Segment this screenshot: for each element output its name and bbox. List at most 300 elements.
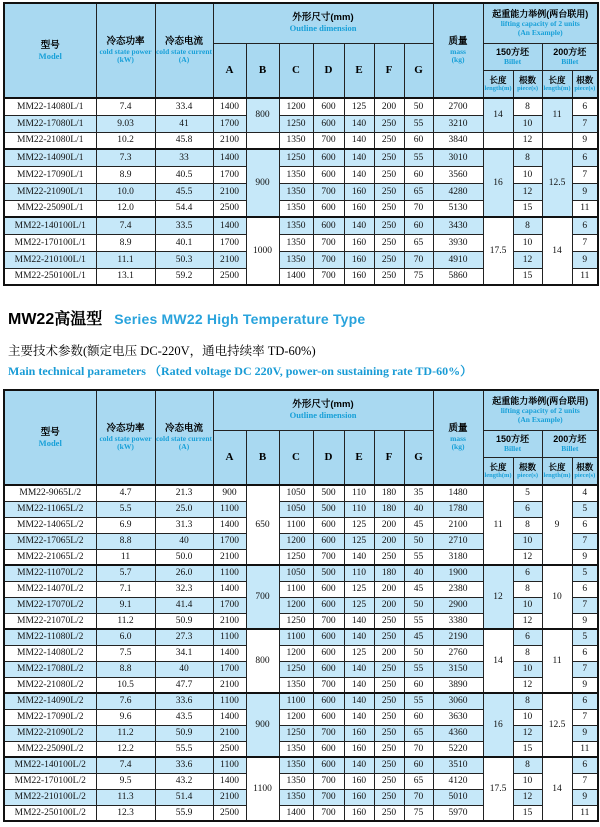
- model-cell: MM22-21080L/2: [4, 677, 96, 693]
- pieces-150-cell: 8: [513, 98, 542, 115]
- dim-f-cell: 250: [374, 166, 404, 183]
- dim-d-cell: 700: [313, 549, 344, 565]
- dim-c-cell: 1350: [279, 166, 313, 183]
- pieces-200-cell: 5: [572, 501, 598, 517]
- length-150-cell: 17.5: [483, 757, 513, 821]
- pieces-150-cell: 12: [513, 725, 542, 741]
- header-pieces-200: 根数 piece(s): [572, 70, 598, 98]
- power-cell: 8.9: [96, 166, 155, 183]
- header-pieces-200: 根数 piece(s): [572, 457, 598, 485]
- power-cell: 4.7: [96, 485, 155, 501]
- mass-cell: 2700: [433, 98, 483, 115]
- mass-cell: 4360: [433, 725, 483, 741]
- dim-c-cell: 1200: [279, 597, 313, 613]
- mass-cell: 5860: [433, 268, 483, 285]
- dim-c-cell: 1350: [279, 773, 313, 789]
- current-cell: 55.9: [155, 805, 213, 821]
- model-cell: MM22-21065L/2: [4, 549, 96, 565]
- current-cell: 33: [155, 149, 213, 166]
- dim-c-cell: 1250: [279, 549, 313, 565]
- mass-cell: 4280: [433, 183, 483, 200]
- dim-a-cell: 2100: [213, 613, 246, 629]
- header-length-200: 长度 length(m): [542, 70, 572, 98]
- pieces-200-cell: 6: [572, 645, 598, 661]
- length-200-cell: 12.5: [542, 693, 572, 757]
- model-cell: MM22-21070L/2: [4, 613, 96, 629]
- model-cell: MM22-17070L/2: [4, 597, 96, 613]
- pieces-200-cell: 9: [572, 677, 598, 693]
- length-150-cell: [483, 132, 513, 149]
- pieces-200-cell: 9: [572, 251, 598, 268]
- model-cell: MM22-210100L/2: [4, 789, 96, 805]
- header-dim-e: E: [344, 430, 374, 485]
- dim-g-cell: 75: [404, 805, 433, 821]
- dim-b-cell: 800: [246, 629, 279, 693]
- power-cell: 9.03: [96, 115, 155, 132]
- pieces-200-cell: 7: [572, 234, 598, 251]
- header-model: 型号 Model: [4, 390, 96, 485]
- dim-d-cell: 600: [313, 98, 344, 115]
- dim-g-cell: 60: [404, 217, 433, 234]
- dim-g-cell: 55: [404, 549, 433, 565]
- header-dim-f: F: [374, 43, 404, 98]
- spec-table-mw22-l1: [3, 2, 599, 286]
- pieces-150-cell: 10: [513, 234, 542, 251]
- dim-a-cell: 1100: [213, 501, 246, 517]
- pieces-200-cell: 6: [572, 217, 598, 234]
- dim-f-cell: 250: [374, 613, 404, 629]
- dim-b-cell: 800: [246, 98, 279, 132]
- dim-b-cell: 1000: [246, 217, 279, 285]
- header-pieces-150: 根数 piece(s): [513, 457, 542, 485]
- dim-f-cell: 250: [374, 677, 404, 693]
- dim-c-cell: 1250: [279, 613, 313, 629]
- dim-d-cell: 600: [313, 581, 344, 597]
- mass-cell: 2760: [433, 645, 483, 661]
- model-cell: MM22-140100L/1: [4, 217, 96, 234]
- dim-f-cell: 200: [374, 98, 404, 115]
- power-cell: 7.4: [96, 217, 155, 234]
- mass-cell: 2710: [433, 533, 483, 549]
- dim-e-cell: 110: [344, 565, 374, 581]
- dim-c-cell: 1200: [279, 533, 313, 549]
- pieces-200-cell: 7: [572, 533, 598, 549]
- dim-g-cell: 50: [404, 597, 433, 613]
- dim-e-cell: 160: [344, 183, 374, 200]
- table-row: [4, 132, 598, 149]
- current-cell: 31.3: [155, 517, 213, 533]
- dim-f-cell: 250: [374, 268, 404, 285]
- current-cell: 21.3: [155, 485, 213, 501]
- dim-c-cell: 1100: [279, 581, 313, 597]
- dim-c-cell: 1100: [279, 517, 313, 533]
- pieces-200-cell: 7: [572, 115, 598, 132]
- power-cell: 11: [96, 549, 155, 565]
- length-200-cell: 11: [542, 629, 572, 693]
- dim-d-cell: 700: [313, 234, 344, 251]
- dim-a-cell: 2500: [213, 200, 246, 217]
- dim-f-cell: 250: [374, 549, 404, 565]
- dim-d-cell: 600: [313, 741, 344, 757]
- table-row: [4, 757, 598, 773]
- dim-g-cell: 65: [404, 773, 433, 789]
- mass-cell: 3430: [433, 217, 483, 234]
- model-cell: MM22-140100L/2: [4, 757, 96, 773]
- model-cell: MM22-25090L/1: [4, 200, 96, 217]
- model-cell: MM22-21090L/2: [4, 725, 96, 741]
- dim-g-cell: 70: [404, 741, 433, 757]
- dim-g-cell: 70: [404, 251, 433, 268]
- dim-g-cell: 45: [404, 629, 433, 645]
- dim-e-cell: 160: [344, 268, 374, 285]
- dim-c-cell: 1100: [279, 629, 313, 645]
- model-cell: MM22-210100L/1: [4, 251, 96, 268]
- power-cell: 9.6: [96, 709, 155, 725]
- dim-a-cell: 1400: [213, 149, 246, 166]
- dim-g-cell: 70: [404, 789, 433, 805]
- dim-g-cell: 60: [404, 677, 433, 693]
- pieces-150-cell: 12: [513, 677, 542, 693]
- current-cell: 59.2: [155, 268, 213, 285]
- table-row: [4, 565, 598, 581]
- dim-b-cell: [246, 132, 279, 149]
- dim-d-cell: 600: [313, 629, 344, 645]
- dim-f-cell: 250: [374, 132, 404, 149]
- dim-e-cell: 110: [344, 485, 374, 501]
- model-cell: MM22-21080L/1: [4, 132, 96, 149]
- pieces-150-cell: 8: [513, 645, 542, 661]
- table-row: [4, 217, 598, 234]
- header-dim-g: G: [404, 430, 433, 485]
- length-150-cell: 17.5: [483, 217, 513, 285]
- dim-d-cell: 700: [313, 805, 344, 821]
- dim-d-cell: 600: [313, 115, 344, 132]
- dim-g-cell: 55: [404, 149, 433, 166]
- dim-f-cell: 180: [374, 565, 404, 581]
- current-cell: 50.9: [155, 725, 213, 741]
- current-cell: 50.3: [155, 251, 213, 268]
- dim-g-cell: 55: [404, 693, 433, 709]
- current-cell: 50.0: [155, 549, 213, 565]
- mass-cell: 3930: [433, 234, 483, 251]
- pieces-200-cell: 6: [572, 149, 598, 166]
- model-cell: MM22-250100L/1: [4, 268, 96, 285]
- dim-a-cell: 2100: [213, 251, 246, 268]
- dim-d-cell: 700: [313, 613, 344, 629]
- dim-e-cell: 140: [344, 629, 374, 645]
- power-cell: 7.1: [96, 581, 155, 597]
- dim-c-cell: 1350: [279, 234, 313, 251]
- dim-d-cell: 600: [313, 709, 344, 725]
- header-dim-e: E: [344, 43, 374, 98]
- dim-c-cell: 1250: [279, 149, 313, 166]
- dim-d-cell: 600: [313, 661, 344, 677]
- dim-a-cell: 1400: [213, 645, 246, 661]
- dim-c-cell: 1250: [279, 661, 313, 677]
- dim-a-cell: 2100: [213, 789, 246, 805]
- pieces-150-cell: 8: [513, 217, 542, 234]
- dim-e-cell: 140: [344, 166, 374, 183]
- current-cell: 40.5: [155, 166, 213, 183]
- dim-e-cell: 125: [344, 517, 374, 533]
- header-mass: 质量 mass (kg): [433, 390, 483, 485]
- dim-c-cell: 1350: [279, 677, 313, 693]
- dim-d-cell: 500: [313, 485, 344, 501]
- dim-a-cell: 1100: [213, 565, 246, 581]
- length-150-cell: 16: [483, 149, 513, 217]
- dim-e-cell: 140: [344, 757, 374, 773]
- header-cold-current: 冷态电流 cold state current (A): [155, 390, 213, 485]
- mass-cell: 3150: [433, 661, 483, 677]
- dim-e-cell: 160: [344, 251, 374, 268]
- pieces-150-cell: 10: [513, 661, 542, 677]
- power-cell: 10.0: [96, 183, 155, 200]
- dim-g-cell: 40: [404, 501, 433, 517]
- mass-cell: 4120: [433, 773, 483, 789]
- mass-cell: 5130: [433, 200, 483, 217]
- dim-c-cell: 1350: [279, 789, 313, 805]
- dim-f-cell: 250: [374, 183, 404, 200]
- mass-cell: 3630: [433, 709, 483, 725]
- power-cell: 11.3: [96, 789, 155, 805]
- dim-a-cell: 1400: [213, 217, 246, 234]
- header-lifting-capacity: 起重能力举例(两台联用) lifting capacity of 2 units (An Example): [483, 3, 598, 43]
- pieces-150-cell: 12: [513, 549, 542, 565]
- pieces-200-cell: 7: [572, 166, 598, 183]
- dim-e-cell: 125: [344, 533, 374, 549]
- dim-f-cell: 250: [374, 693, 404, 709]
- dim-g-cell: 45: [404, 517, 433, 533]
- power-cell: 12.0: [96, 200, 155, 217]
- dim-c-cell: 1350: [279, 132, 313, 149]
- dim-d-cell: 600: [313, 517, 344, 533]
- pieces-200-cell: 11: [572, 805, 598, 821]
- dim-f-cell: 250: [374, 115, 404, 132]
- dim-e-cell: 160: [344, 741, 374, 757]
- mass-cell: 5220: [433, 741, 483, 757]
- dim-e-cell: 140: [344, 677, 374, 693]
- pieces-150-cell: 12: [513, 613, 542, 629]
- mass-cell: 3890: [433, 677, 483, 693]
- pieces-150-cell: 10: [513, 166, 542, 183]
- length-150-cell: 11: [483, 485, 513, 565]
- header-dim-c: C: [279, 430, 313, 485]
- dim-d-cell: 700: [313, 789, 344, 805]
- current-cell: 33.6: [155, 693, 213, 709]
- pieces-150-cell: 6: [513, 501, 542, 517]
- dim-f-cell: 250: [374, 234, 404, 251]
- dim-e-cell: 160: [344, 805, 374, 821]
- dim-c-cell: 1050: [279, 485, 313, 501]
- dim-a-cell: 1700: [213, 533, 246, 549]
- power-cell: 7.6: [96, 693, 155, 709]
- mass-cell: 3210: [433, 115, 483, 132]
- pieces-200-cell: 7: [572, 597, 598, 613]
- dim-d-cell: 600: [313, 166, 344, 183]
- dim-g-cell: 60: [404, 166, 433, 183]
- dim-g-cell: 50: [404, 533, 433, 549]
- pieces-200-cell: 9: [572, 549, 598, 565]
- power-cell: 12.3: [96, 805, 155, 821]
- length-200-cell: 11: [542, 98, 572, 132]
- header-dim-g: G: [404, 43, 433, 98]
- dim-e-cell: 140: [344, 217, 374, 234]
- dim-c-cell: 1400: [279, 268, 313, 285]
- dim-g-cell: 50: [404, 645, 433, 661]
- header-billet-150: 150方坯 Billet: [483, 430, 542, 457]
- power-cell: 11.2: [96, 613, 155, 629]
- pieces-150-cell: 10: [513, 533, 542, 549]
- dim-a-cell: 1400: [213, 581, 246, 597]
- dim-e-cell: 160: [344, 200, 374, 217]
- dim-f-cell: 250: [374, 661, 404, 677]
- dim-c-cell: 1050: [279, 565, 313, 581]
- dim-a-cell: 1400: [213, 98, 246, 115]
- dim-d-cell: 600: [313, 597, 344, 613]
- mass-cell: 4910: [433, 251, 483, 268]
- dim-e-cell: 160: [344, 725, 374, 741]
- header-dim-a: A: [213, 43, 246, 98]
- dim-g-cell: 75: [404, 268, 433, 285]
- dim-g-cell: 35: [404, 485, 433, 501]
- dim-e-cell: 140: [344, 709, 374, 725]
- current-cell: 43.2: [155, 773, 213, 789]
- mass-cell: 3060: [433, 693, 483, 709]
- mass-cell: 2380: [433, 581, 483, 597]
- mass-cell: 3510: [433, 757, 483, 773]
- mass-cell: 2900: [433, 597, 483, 613]
- power-cell: 12.2: [96, 741, 155, 757]
- dim-a-cell: 1400: [213, 517, 246, 533]
- dim-c-cell: 1350: [279, 741, 313, 757]
- model-cell: MM22-17080L/2: [4, 661, 96, 677]
- dim-f-cell: 250: [374, 629, 404, 645]
- header-cold-current: 冷态电流 cold state current (A): [155, 3, 213, 98]
- pieces-150-cell: 10: [513, 773, 542, 789]
- pieces-200-cell: 6: [572, 517, 598, 533]
- dim-d-cell: 600: [313, 217, 344, 234]
- pieces-150-cell: 15: [513, 805, 542, 821]
- mass-cell: 1780: [433, 501, 483, 517]
- current-cell: 27.3: [155, 629, 213, 645]
- dim-c-cell: 1350: [279, 217, 313, 234]
- dim-e-cell: 125: [344, 597, 374, 613]
- dim-f-cell: 250: [374, 757, 404, 773]
- dim-c-cell: 1250: [279, 115, 313, 132]
- dim-f-cell: 250: [374, 200, 404, 217]
- header-dim-a: A: [213, 430, 246, 485]
- current-cell: 41: [155, 115, 213, 132]
- dim-e-cell: 140: [344, 661, 374, 677]
- power-cell: 5.5: [96, 501, 155, 517]
- dim-f-cell: 250: [374, 217, 404, 234]
- dim-a-cell: 1400: [213, 773, 246, 789]
- pieces-200-cell: 9: [572, 132, 598, 149]
- dim-d-cell: 600: [313, 645, 344, 661]
- pieces-200-cell: 4: [572, 485, 598, 501]
- length-200-cell: [542, 132, 572, 149]
- pieces-150-cell: 12: [513, 183, 542, 200]
- model-cell: MM22-11070L/2: [4, 565, 96, 581]
- mass-cell: 2190: [433, 629, 483, 645]
- pieces-200-cell: 6: [572, 581, 598, 597]
- pieces-150-cell: 8: [513, 581, 542, 597]
- table-row: [4, 693, 598, 709]
- pieces-150-cell: 8: [513, 149, 542, 166]
- mass-cell: 1900: [433, 565, 483, 581]
- current-cell: 33.4: [155, 98, 213, 115]
- mass-cell: 5970: [433, 805, 483, 821]
- dim-g-cell: 40: [404, 565, 433, 581]
- header-billet-200: 200方坯 Billet: [542, 430, 598, 457]
- dim-a-cell: 2100: [213, 132, 246, 149]
- power-cell: 9.1: [96, 597, 155, 613]
- header-mass: 质量 mass (kg): [433, 3, 483, 98]
- dim-f-cell: 250: [374, 805, 404, 821]
- current-cell: 32.3: [155, 581, 213, 597]
- dim-d-cell: 600: [313, 693, 344, 709]
- power-cell: 6.9: [96, 517, 155, 533]
- mass-cell: 1480: [433, 485, 483, 501]
- dim-a-cell: 2500: [213, 268, 246, 285]
- pieces-150-cell: 10: [513, 115, 542, 132]
- model-cell: MM22-14090L/2: [4, 693, 96, 709]
- length-200-cell: 10: [542, 565, 572, 629]
- model-cell: MM22-170100L/1: [4, 234, 96, 251]
- dim-e-cell: 140: [344, 132, 374, 149]
- dim-e-cell: 140: [344, 693, 374, 709]
- technical-params-zh: 主要技术参数(额定电压 DC-220V，通电持续率 TD-60%): [8, 344, 316, 358]
- dim-g-cell: 65: [404, 183, 433, 200]
- pieces-200-cell: 11: [572, 741, 598, 757]
- current-cell: 33.5: [155, 217, 213, 234]
- current-cell: 41.4: [155, 597, 213, 613]
- dim-c-cell: 1350: [279, 757, 313, 773]
- table-row: [4, 485, 598, 501]
- dim-a-cell: 2100: [213, 549, 246, 565]
- model-cell: MM22-14090L/1: [4, 149, 96, 166]
- model-cell: MM22-14070L/2: [4, 581, 96, 597]
- current-cell: 33.6: [155, 757, 213, 773]
- power-cell: 5.7: [96, 565, 155, 581]
- dim-a-cell: 2500: [213, 805, 246, 821]
- pieces-150-cell: 12: [513, 132, 542, 149]
- pieces-150-cell: 8: [513, 693, 542, 709]
- mass-cell: 3840: [433, 132, 483, 149]
- header-dim-b: B: [246, 43, 279, 98]
- dim-f-cell: 200: [374, 581, 404, 597]
- dim-d-cell: 500: [313, 501, 344, 517]
- dim-e-cell: 125: [344, 98, 374, 115]
- length-200-cell: 9: [542, 485, 572, 565]
- dim-b-cell: 700: [246, 565, 279, 629]
- dim-a-cell: 1700: [213, 234, 246, 251]
- dim-b-cell: 900: [246, 149, 279, 217]
- pieces-200-cell: 6: [572, 98, 598, 115]
- dim-f-cell: 250: [374, 725, 404, 741]
- pieces-150-cell: 6: [513, 629, 542, 645]
- header-cold-power: 冷态功率 cold state power (kW): [96, 3, 155, 98]
- power-cell: 10.5: [96, 677, 155, 693]
- technical-params-en: Main technical parameters （Rated voltage DC 220V, power-on sustaining rate TD-60%）: [8, 364, 473, 378]
- model-cell: MM22-14080L/2: [4, 645, 96, 661]
- table-row: [4, 98, 598, 115]
- dim-e-cell: 160: [344, 234, 374, 251]
- dim-a-cell: 1700: [213, 166, 246, 183]
- dim-g-cell: 60: [404, 757, 433, 773]
- current-cell: 40: [155, 661, 213, 677]
- dim-e-cell: 160: [344, 789, 374, 805]
